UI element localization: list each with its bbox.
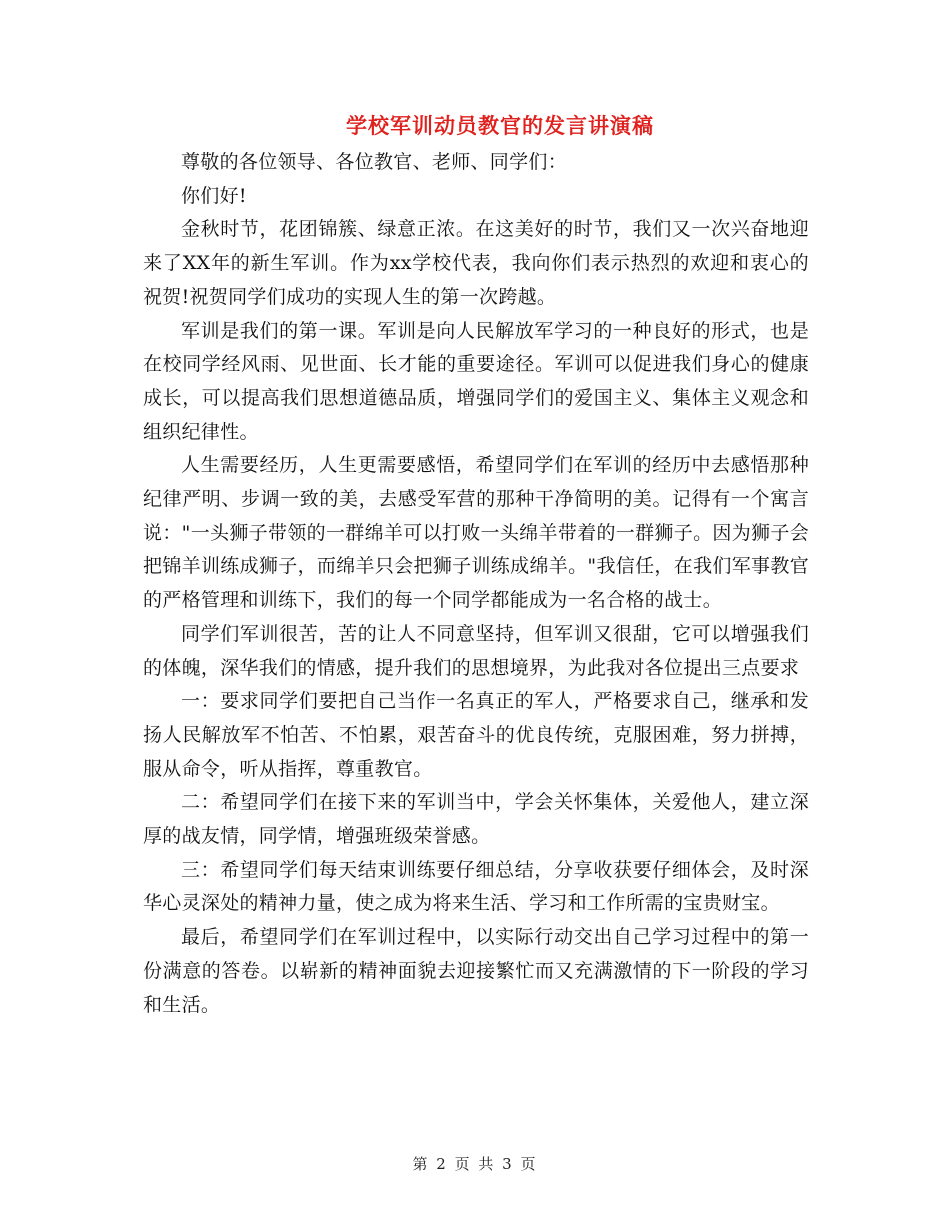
- paragraph-first-lesson: 军训是我们的第一课。军训是向人民解放军学习的一种良好的形式，也是在校同学经风雨、见世面、长才能的重要途径。军训可以促进我们身心的健康成长，可以提高我们思想道德品质，增强同学们的爱国主义、集体主义观念和组织纪律性。: [143, 319, 809, 443]
- requirement-three: 三：希望同学们每天结束训练要仔细总结，分享收获要仔细体会，及时深华心灵深处的精神力量，使之成为将来生活、学习和工作所需的宝贵财宝。: [143, 858, 809, 915]
- document-title: 学校军训动员教官的发言讲演稿: [346, 113, 654, 138]
- paragraph-welcome: 金秋时节，花团锦簇、绿意正浓。在这美好的时节，我们又一次兴奋地迎来了XX年的新生军训。作为xx学校代表，我向你们表示热烈的欢迎和衷心的祝贺!祝贺同学们成功的实现人生的第一次跨越。: [143, 218, 809, 308]
- paragraph-closing: 最后，希望同学们在军训过程中，以实际行动交出自己学习过程中的第一份满意的答卷。以崭新的精神面貌去迎接繁忙而又充满激情的下一阶段的学习和生活。: [143, 926, 809, 1016]
- paragraph-life-experience: 人生需要经历，人生更需要感悟，希望同学们在军训的经历中去感悟那种纪律严明、步调一致的美，去感受军营的那种干净简明的美。记得有一个寓言说："一头狮子带领的一群绵羊可以打败一头绵羊带着的一群狮子。因为狮子会把锦羊训练成狮子，而绵羊只会把狮子训练成绵羊。"我信任，在我们军事教官的严格管理和训练下，我们的每一个同学都能成为一名合格的战士。: [143, 454, 809, 612]
- document-body: [143, 146, 809, 1022]
- requirement-two: 二：希望同学们在接下来的军训当中，学会关怀集体，关爱他人，建立深厚的战友情，同学情，增强班级荣誉感。: [143, 791, 809, 848]
- requirement-one: 一：要求同学们要把自己当作一名真正的军人，严格要求自己，继承和发扬人民解放军不怕苦、不怕累，艰苦奋斗的优良传统，克服困难，努力拼搏，服从命令，听从指挥，尊重教官。: [143, 690, 809, 780]
- paragraph-hardship: 同学们军训很苦，苦的让人不同意坚持，但军训又很甜，它可以增强我们的体魄，深华我们的情感，提升我们的思想境界，为此我对各位提出三点要求: [143, 622, 809, 679]
- salutation: 尊敬的各位领导、各位教官、老师、同学们：: [181, 151, 568, 173]
- page-number-footer: 第 2 页 共 3 页: [412, 1155, 538, 1173]
- greeting: 你们好!: [181, 184, 247, 207]
